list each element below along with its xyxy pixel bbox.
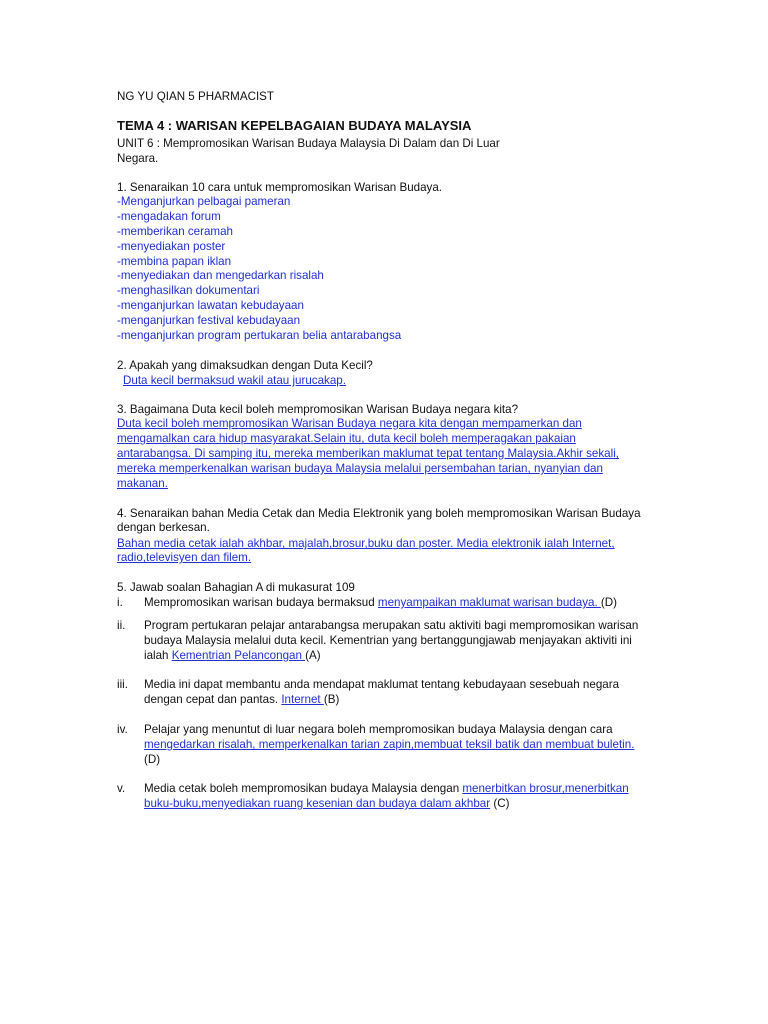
- item-iii-line1: Media ini dapat membantu anda mendapat maklumat tentang kebudayaan sesebuah negara: [144, 678, 620, 691]
- answer-3-line[interactable]: mengamalkan cara hidup masyarakat.Selain itu, duta kecil boleh memperagakan pakaian: [117, 432, 576, 445]
- question-5: 5. Jawab soalan Bahagian A di mukasurat 109: [117, 581, 355, 594]
- answer-3-line[interactable]: makanan.: [117, 477, 168, 490]
- item-ii-line3: [144, 648, 321, 663]
- answer-1-item: -menganjurkan lawatan kebudayaan: [117, 299, 304, 312]
- item-answer-link[interactable]: Internet: [281, 693, 324, 706]
- question-3: 3. Bagaimana Duta kecil boleh mempromosikan Warisan Budaya negara kita?: [117, 403, 519, 416]
- answer-3-line[interactable]: mereka memperkenalkan warisan budaya Malaysia melalui persembahan tarian, nyanyian dan: [117, 462, 603, 475]
- item-answer-link[interactable]: menyampaikan maklumat warisan budaya.: [377, 596, 601, 609]
- author-line: NG YU QIAN 5 PHARMACIST: [117, 90, 274, 103]
- item-iii-line2: [144, 692, 339, 707]
- item-answer-letter: (D): [600, 596, 617, 609]
- answer-2-link[interactable]: Duta kecil bermaksud wakil atau jurucakap.: [123, 374, 346, 387]
- item-number: i.: [117, 596, 123, 609]
- item-answer-letter: (C): [490, 797, 510, 810]
- item-ii-line2: budaya Malaysia melalui duta kecil. Kementrian yang bertanggungjawab menjayakan aktiviti ini: [144, 634, 632, 647]
- answer-1-item: -menganjurkan festival kebudayaan: [117, 314, 301, 327]
- item-text: dengan cepat dan pantas.: [144, 693, 282, 706]
- answer-1-item: -membina papan iklan: [117, 255, 232, 268]
- answer-4-line[interactable]: Bahan media cetak ialah akhbar, majalah,brosur,buku dan poster. Media elektronik ialah Internet,: [117, 537, 615, 550]
- question-4-line2: dengan berkesan.: [117, 521, 210, 534]
- answer-4-line[interactable]: radio,televisyen dan filem.: [117, 551, 252, 564]
- item-number: iv.: [117, 723, 128, 736]
- item-v-line1: [144, 781, 629, 796]
- item-v-line2: [144, 796, 509, 811]
- unit-title-line2: Negara.: [117, 152, 159, 165]
- answer-1-item: -menyediakan poster: [117, 240, 226, 253]
- item-iv-line1: Pelajar yang menuntut di luar negara boleh mempromosikan budaya Malaysia dengan cara: [144, 723, 613, 736]
- item-i-line1: [144, 595, 617, 610]
- item-answer-link[interactable]: mengedarkan risalah, memperkenalkan tarian zapin,membuat teksil batik dan membuat buletin.: [144, 738, 635, 751]
- item-answer-link[interactable]: menerbitkan brosur,menerbitkan: [462, 782, 629, 795]
- item-answer-link[interactable]: Kementrian Pelancongan: [171, 649, 306, 662]
- tema-title: TEMA 4 : WARISAN KEPELBAGAIAN BUDAYA MALAYSIA: [117, 118, 472, 133]
- item-text: ialah: [144, 649, 172, 662]
- answer-1-item: -memberikan ceramah: [117, 225, 233, 238]
- answer-1-item: -menganjurkan program pertukaran belia antarabangsa: [117, 329, 402, 342]
- question-4-line1: 4. Senaraikan bahan Media Cetak dan Media Elektronik yang boleh mempromosikan Warisan Budaya: [117, 507, 641, 520]
- answer-1-item: -menyediakan dan mengedarkan risalah: [117, 269, 324, 282]
- answer-1-item: -menghasilkan dokumentari: [117, 284, 260, 297]
- answer-1-item: -mengadakan forum: [117, 210, 221, 223]
- item-answer-link[interactable]: buku-buku,menyediakan ruang kesenian dan budaya dalam akhbar: [144, 797, 491, 810]
- item-answer-letter: (D): [144, 753, 161, 766]
- answer-3-line[interactable]: Duta kecil boleh mempromosikan Warisan Budaya negara kita dengan mempamerkan dan: [117, 417, 582, 430]
- question-2: 2. Apakah yang dimaksudkan dengan Duta Kecil?: [117, 359, 373, 372]
- answer-1-item: -Menganjurkan pelbagai pameran: [117, 195, 291, 208]
- unit-title-line1: UNIT 6 : Mempromosikan Warisan Budaya Malaysia Di Dalam dan Di Luar: [117, 137, 500, 150]
- item-text: Mempromosikan warisan budaya bermaksud: [144, 596, 378, 609]
- item-number: iii.: [117, 678, 128, 691]
- item-number: ii.: [117, 619, 126, 632]
- item-answer-letter: (A): [305, 649, 321, 662]
- question-1: 1. Senaraikan 10 cara untuk mempromosikan Warisan Budaya.: [117, 181, 443, 194]
- item-answer-letter: (B): [323, 693, 340, 706]
- item-ii-line1: Program pertukaran pelajar antarabangsa merupakan satu aktiviti bagi mempromosikan warisan: [144, 619, 639, 632]
- answer-3-line[interactable]: antarabangsa. Di samping itu, mereka memberikan maklumat tepat tentang Malaysia.Akhir sekali,: [117, 447, 619, 460]
- item-text: Media cetak boleh mempromosikan budaya Malaysia dengan: [144, 782, 463, 795]
- item-number: v.: [117, 782, 126, 795]
